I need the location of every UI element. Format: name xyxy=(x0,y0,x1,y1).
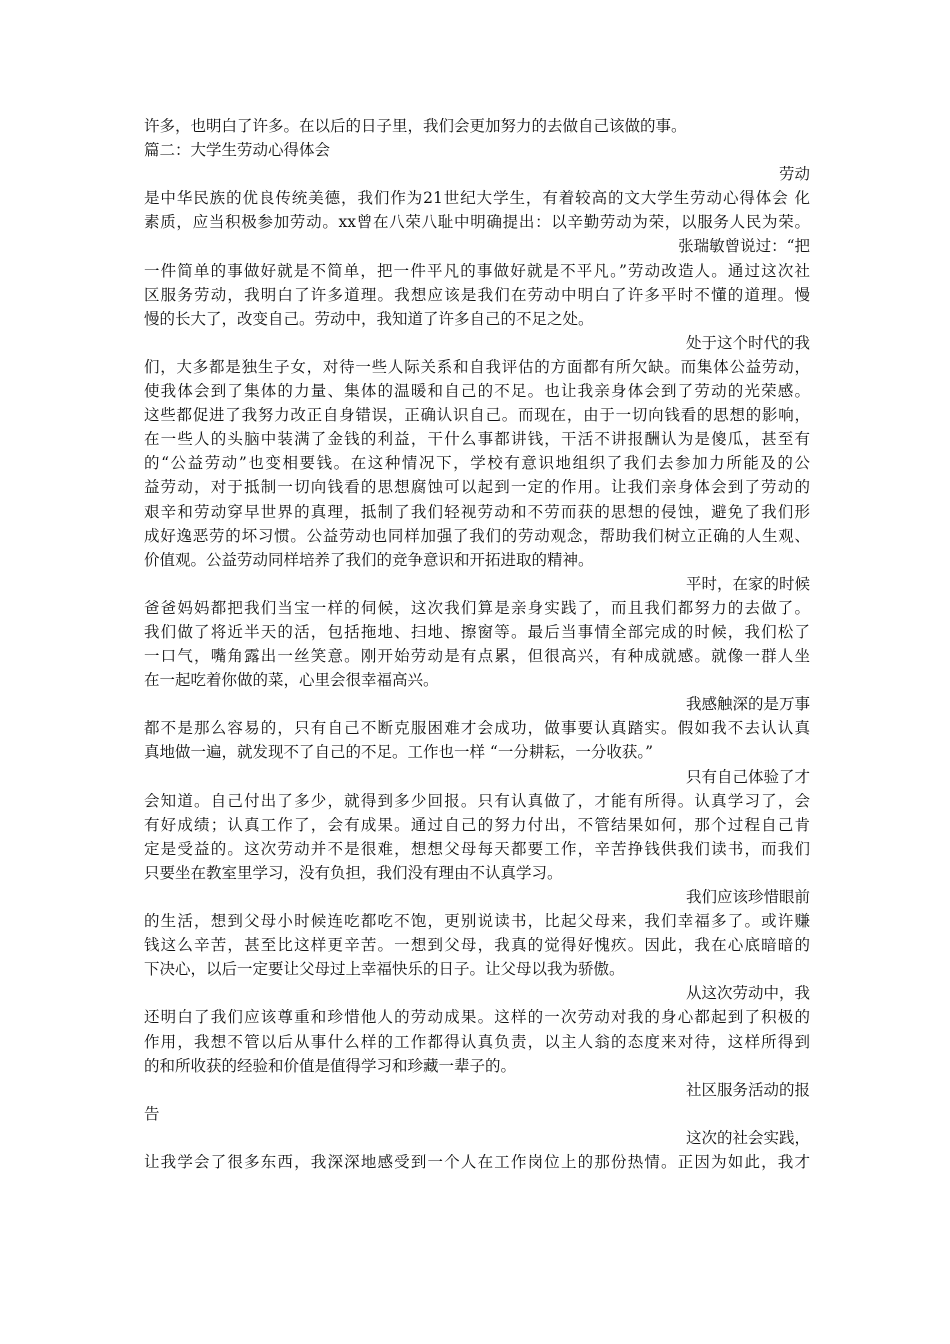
text-line: 一口气，嘴角露出一丝笑意。刚开始劳动是有点累，但很高兴，有种成就感。就像一群人坐 xyxy=(144,647,810,666)
text-line: 有好成绩；认真工作了，会有成果。通过自己的努力付出，不管结果如何，那个过程自己肯 xyxy=(144,815,810,834)
document-body xyxy=(144,114,810,1174)
text-line: 在一起吃着你做的菜，心里会很幸福高兴。 xyxy=(144,671,439,690)
text-line: 我感触深的是万事 xyxy=(685,695,810,714)
text-line: 劳动 xyxy=(778,165,810,184)
text-line: 的和所收获的经验和价值是值得学习和珍藏一辈子的。 xyxy=(144,1056,517,1075)
text-line: 我们应该珍惜眼前 xyxy=(685,888,810,906)
text-line: 作用，我想不管以后从事什么样的工作都得认真负责，以主人翁的态度来对待，这样所得到 xyxy=(144,1032,810,1051)
text-line: 在一些人的头脑中装满了金钱的利益，干什么事都讲钱，干活不讲报酬认为是傻瓜，甚至有 xyxy=(144,430,810,449)
text-line: 真地做一遍，就发现不了自己的不足。工作也一样 “一分耕耘，一分收获。” xyxy=(144,743,654,762)
text-line: 的“公益劳动”也变相要钱。在这种情况下，学校有意识地组织了我们去参加力所能及的公 xyxy=(144,454,810,473)
text-line: 社区服务活动的报 xyxy=(685,1080,810,1099)
text-line: 成好逸恶劳的坏习惯。公益劳动也同样加强了我们的劳动观念，帮助我们树立正确的人生观、 xyxy=(144,526,810,545)
text-line: 区服务劳动，我明白了许多道理。我想应该是我们在劳动中明白了许多平时不懂的道理。慢 xyxy=(144,285,810,304)
text-line: 的生活，想到父母小时候连吃都吃不饱，更别说读书，比起父母来，我们幸福多了。或许赚 xyxy=(144,912,810,931)
text-line: 只要坐在教室里学习，没有负担，我们没有理由不认真学习。 xyxy=(144,863,563,882)
text-line: 定是受益的。这次劳动并不是很难，想想父母每天都要工作，辛苦挣钱供我们读书，而我们 xyxy=(144,839,810,858)
text-line: 从这次劳动中，我 xyxy=(685,984,810,1003)
text-line: 篇二：大学生劳动心得体会 xyxy=(144,141,331,160)
text-line: 使我体会到了集体的力量、集体的温暖和自己的不足。也让我亲身体会到了劳动的光荣感。 xyxy=(144,382,810,401)
text-line: 爸爸妈妈都把我们当宝一样的伺候，这次我们算是亲身实践了，而且我们都努力的去做了。 xyxy=(144,598,810,617)
text-line: 是中华民族的优良传统美德，我们作为21世纪大学生，有着较高的文大学生劳动心得体会 化 xyxy=(144,189,810,208)
text-line: 钱这么辛苦，甚至比这样更辛苦。一想到父母，我真的觉得好愧疚。因此，我在心底暗暗的 xyxy=(144,936,810,955)
text-line: 还明白了我们应该尊重和珍惜他人的劳动成果。这样的一次劳动对我的身心都起到了积极的 xyxy=(144,1008,810,1027)
text-line: 许多，也明白了许多。在以后的日子里，我们会更加努力的去做自己该做的事。 xyxy=(144,117,687,135)
text-line: 处于这个时代的我 xyxy=(685,333,810,352)
text-line: 素质，应当积极参加劳动。xx曾在八荣八耻中明确提出：以辛勤劳动为荣，以服务人民为荣。 xyxy=(144,213,810,232)
text-line: 告 xyxy=(144,1104,160,1123)
text-line: 会知道。自己付出了多少，就得到多少回报。只有认真做了，才能有所得。认真学习了，会 xyxy=(144,791,810,810)
text-line: 平时，在家的时候 xyxy=(685,574,810,593)
text-line: 一件简单的事做好就是不简单，把一件平凡的事做好就是不平凡。”劳动改造人。通过这次社 xyxy=(144,261,810,280)
text-line: 只有自己体验了才 xyxy=(685,767,810,786)
text-line: 都不是那么容易的，只有自己不断克服困难才会成功，做事要认真踏实。假如我不去认认真 xyxy=(144,719,810,738)
text-line: 这次的社会实践， xyxy=(685,1128,810,1147)
text-line: 们，大多都是独生子女，对待一些人际关系和自我评估的方面都有所欠缺。而集体公益劳动， xyxy=(144,357,810,376)
text-line: 张瑞敏曾说过：“把 xyxy=(678,237,810,256)
text-line: 艰辛和劳动穿早世界的真理，抵制了我们轻视劳动和不劳而获的思想的侵蚀，避免了我们形 xyxy=(144,502,810,521)
text-line: 下决心，以后一定要让父母过上幸福快乐的日子。让父母以我为骄傲。 xyxy=(144,960,625,979)
text-line: 价值观。公益劳动同样培养了我们的竞争意识和开拓进取的精神。 xyxy=(144,550,594,569)
text-line: 这些都促进了我努力改正自身错误，正确认识自己。而现在，由于一切向钱看的思想的影响， xyxy=(144,406,810,425)
text-line: 让我学会了很多东西，我深深地感受到一个人在工作岗位上的那份热情。正因为如此，我才 xyxy=(144,1153,810,1172)
text-line: 我们做了将近半天的活，包括拖地、扫地、擦窗等。最后当事情全部完成的时候，我们松了 xyxy=(144,622,810,641)
text-line: 益劳动，对于抵制一切向钱看的思想腐蚀可以起到一定的作用。让我们亲身体会到了劳动的 xyxy=(144,478,810,497)
text-line: 慢的长大了，改变自己。劳动中，我知道了许多自己的不足之处。 xyxy=(144,309,594,328)
